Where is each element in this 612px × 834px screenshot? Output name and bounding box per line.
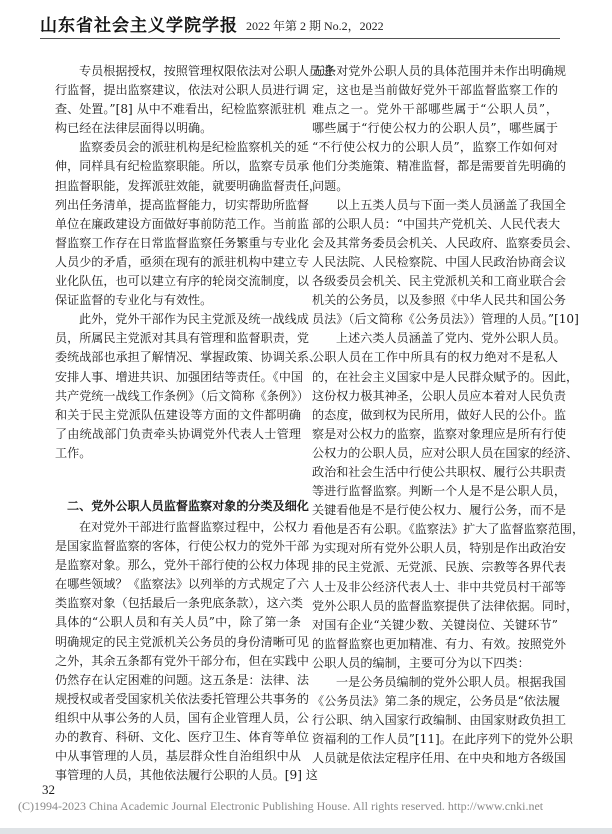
text-line: 类监察对象（包括最后一条兜底条款），这六类 <box>55 596 303 611</box>
text-line: 委统战部也承担了解情况、掌握政策、协调关系、 <box>55 350 322 365</box>
text-line: 以上五类人员与下面一类人员涵盖了我国全 <box>336 197 566 212</box>
text-line: 了由统战部门负责牵头协调党外代表人士管理 <box>55 426 301 441</box>
right-column <box>312 62 585 768</box>
text-line: 在哪些领域？《监察法》以列举的方式规定了六 <box>55 577 309 592</box>
page-number: 32 <box>42 782 55 797</box>
text-line: 是国家监督监察的客体，行使公权力的党外干部 <box>55 539 309 554</box>
text-line: 督监察工作存在日常监督监察任务繁重与专业化 <box>55 235 309 250</box>
text-line: 安排人事、增进共识、加强团结等责任。《中国 <box>55 369 303 384</box>
text-line: 员法》（后文简称《公务员法》）管理的人员。”[10] <box>312 312 579 327</box>
text-line: 组织中从事公务的人员，国有企业管理人员，公 <box>55 710 309 725</box>
text-line: 之外，其余五条都有党外干部分布，但在实践中 <box>55 653 309 668</box>
header-rule <box>40 38 560 39</box>
text-line: 专员根据授权，按照管理权限依法对公职人员进 <box>79 64 333 78</box>
text-line: 人员就是依法定程序任用、在中央和地方各级国 <box>312 751 566 766</box>
text-line: 人民法院、人民检察院、中国人民政治协商会议 <box>312 254 566 269</box>
running-header <box>40 12 540 36</box>
text-line: 明确规定的民主党派机关公务员的身份清晰可见 <box>55 634 309 649</box>
text-line: 事管理的人员，其他依法履行公职的人员。[9] 这 <box>55 768 318 783</box>
text-line: 对国有企业“关键少数、关键岗位、关键环节” <box>312 617 558 632</box>
text-line: 的，在社会主义国家中是人民群众赋予的。因此， <box>312 369 579 384</box>
text-line: 关键看他是不是行使公权力、履行公务，而不是 <box>312 503 566 518</box>
text-line: 行监督，提出监察建议，依法对公职人员进行调 <box>55 83 309 98</box>
left-column <box>55 62 333 785</box>
text-line: 具体的“公职人员和有关人员”中，除了第一条 <box>55 615 301 630</box>
text-line: 业化队伍，也可以建立有序的轮岗交流制度，以 <box>55 274 309 289</box>
text-line: 办的教育、科研、文化、医疗卫生、体育等单位 <box>55 730 309 744</box>
text-line: 为实现对所有党外公职人员，特别是作出政治安 <box>312 541 566 556</box>
text-line: 哪些属于“行使公权力的公职人员”，哪些属于 <box>312 121 558 136</box>
text-line: 构已经在法律层面得以明确。 <box>55 121 213 136</box>
text-line: 是监察对象。那么，党外干部行使的公权力体现 <box>55 558 309 573</box>
text-line: 查、处置。”[8] 从中不难看出，纪检监察派驻机 <box>55 102 306 117</box>
text-line: 保证监督的专业化与有效性。 <box>55 293 213 308</box>
text-line: 规授权或者受国家机关依法委托管理公共事务的 <box>55 691 309 706</box>
text-line: 公职人员在工作中所具有的权力绝对不是私人 <box>312 350 558 365</box>
text-line: 担监督职能，发挥派驻效能，就要明确监督责任， <box>55 178 322 193</box>
text-line: 他们分类施策、精准监督，都是需要首先明确的 <box>312 159 566 174</box>
section-heading: 二、党外公职人员监督监察对象的分类及细化 <box>67 498 309 513</box>
text-line: 员，所属民主党派对其具有管理和监督职责，党 <box>55 331 309 346</box>
text-line: 部的公职人员：“中国共产党机关、人民代表大 <box>312 216 561 231</box>
bottom-band <box>0 828 612 834</box>
text-line: 机关的公务员，以及参照《中华人民共和国公务 <box>312 293 566 308</box>
text-line: 定，这也是当前做好党外干部监督监察工作的 <box>312 83 558 98</box>
text-line: 等进行监督监察。判断一个人是不是公职人员， <box>312 484 566 499</box>
copyright-notice: (C)1994-2023 China Academic Journal Electronic Publishing House. All rights reserved. http://www.cnki.net <box>18 799 544 813</box>
text-line: 中从事管理的人员，基层群众性自治组织中从 <box>55 749 301 764</box>
text-line: 各级委员会机关、民主党派机关和工商业联合会 <box>312 274 566 289</box>
text-line: 人士及非公经济代表人士、非中共党员村干部等 <box>312 579 566 594</box>
journal-name: 山东省社会主义学院学报 <box>40 16 238 36</box>
text-line: 监察委员会的派驻机构是纪检监察机关的延 <box>79 140 309 155</box>
text-line: 五条对党外公职人员的具体范围并未作出明确规 <box>312 64 566 78</box>
text-line: “不行使公权力的公职人员”，监察工作如何对 <box>312 140 558 155</box>
text-line: 公权力的公职人员，应对公职人员在国家的经济、 <box>312 445 579 460</box>
text-line: 一是公务员编制的党外公职人员。根据我国 <box>336 675 566 689</box>
right-body <box>312 62 585 768</box>
issue-info: 2022 年第 2 期 No.2，2022 <box>246 19 384 33</box>
text-line: 党外公职人员的监督监察提供了法律依据。同时， <box>312 598 579 613</box>
text-line: 排的民主党派、无党派、民族、宗教等各界代表 <box>312 560 566 575</box>
text-line: 看他是否有公职。《监察法》扩大了监督监察范围， <box>312 522 585 537</box>
text-line: 此外，党外干部作为民主党派及统一战线成 <box>79 312 309 327</box>
left-body-part2 <box>55 518 318 785</box>
text-line: 共产党统一战线工作条例》（后文简称《条例》） <box>55 388 309 403</box>
text-line: 资福利的工作人员”[11]。在此序列下的党外公职 <box>312 732 573 747</box>
text-line: 工作。 <box>55 445 92 460</box>
text-line: 伸，同样具有纪检监察职能。所以，监察专员承 <box>55 159 309 174</box>
text-line: 《公务员法》第二条的规定，公务员是“依法履 <box>312 694 561 709</box>
text-line: 难点之一。党外干部哪些属于“公职人员”， <box>312 102 558 117</box>
text-line: 和关于民主党派队伍建设等方面的文件都明确 <box>55 407 301 422</box>
text-line: 公职人员的编制，主要可分为以下四类： <box>312 655 530 670</box>
text-line: 在对党外干部进行监督监察过程中，公权力 <box>79 519 309 534</box>
text-line: 单位在廉政建设方面做好事前防范工作。当前监 <box>55 216 309 231</box>
text-line: 仍然存在认定困难的问题。这五条是：法律、法 <box>55 672 309 687</box>
text-line: 政治和社会生活中行使公共职权、履行公共职责 <box>312 464 566 479</box>
text-line: 行公职、纳入国家行政编制、由国家财政负担工 <box>312 713 566 728</box>
text-line: 问题。 <box>312 178 349 193</box>
text-line: 的监督监察也更加精准、有力、有效。按照党外 <box>312 636 566 651</box>
text-line: 人员少的矛盾，亟须在现有的派驻机构中建立专 <box>55 254 309 269</box>
text-line: 会及其常务委员会机关、人民政府、监察委员会、 <box>312 235 579 250</box>
text-line: 列出任务清单，提高监督能力，切实帮助所监督 <box>55 197 309 212</box>
text-line: 的态度，做到权为民所用，做好人民的公仆。监 <box>312 407 566 422</box>
section-gap <box>55 463 301 494</box>
text-line: 这份权力极其神圣，公职人员应本着对人民负责 <box>312 388 566 403</box>
text-line: 上述六类人员涵盖了党内、党外公职人员。 <box>336 331 566 346</box>
text-line: 察是对公权力的监察，监察对象理应是所有行使 <box>312 426 566 441</box>
